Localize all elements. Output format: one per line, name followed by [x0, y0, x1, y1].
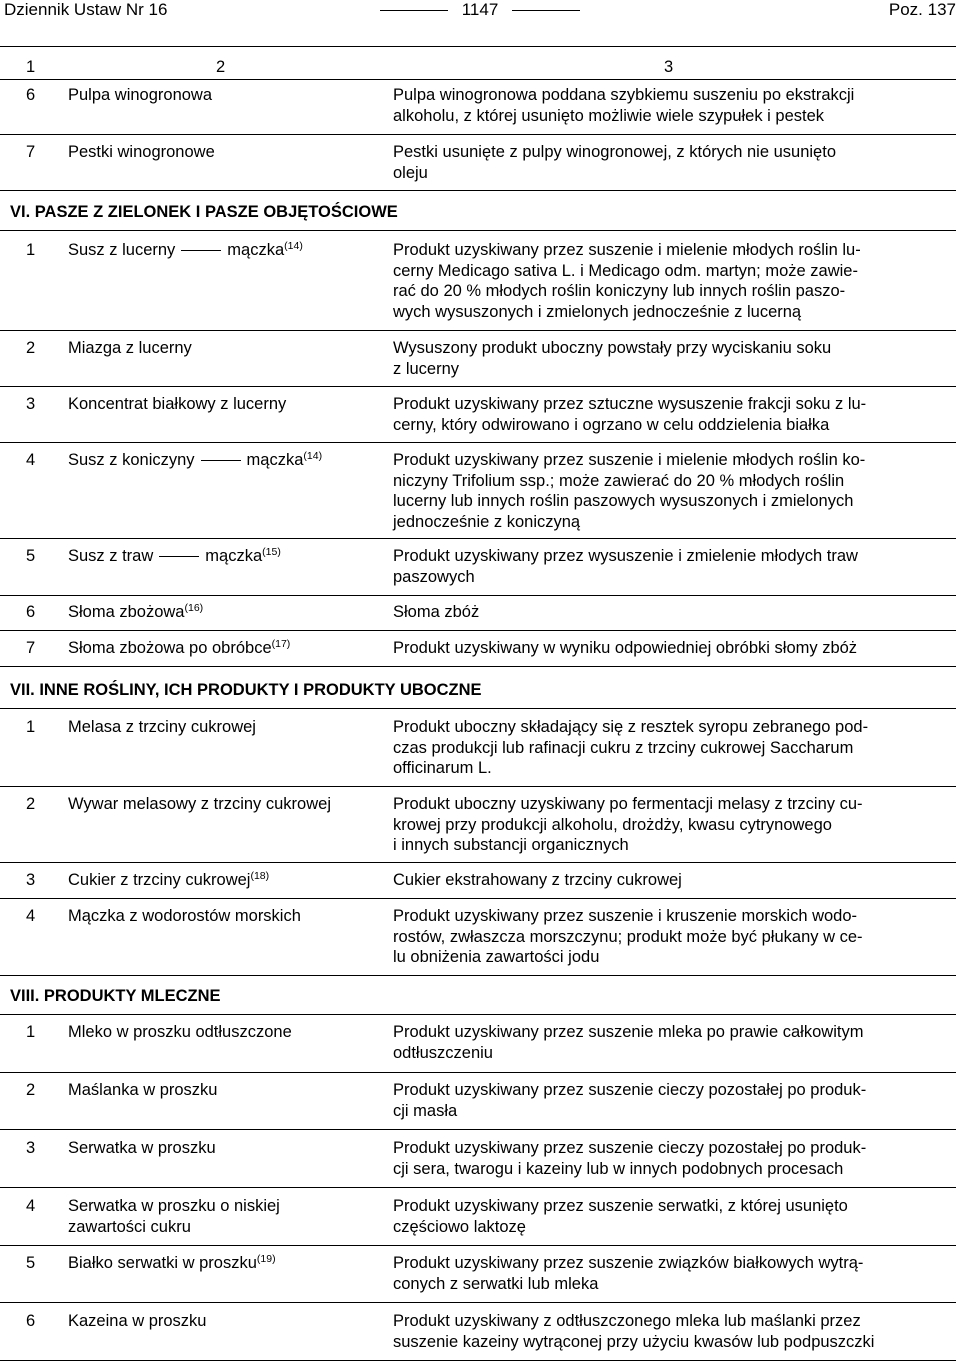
row-number: 6 [26, 86, 36, 104]
row-rule [0, 1187, 956, 1188]
feed-description: Produkt uzyskiwany z odtłuszczonego mleka lub maślanki przez suszenie kazeiny wytrąconej przy użyciu kwasów lub podpuszczki [393, 1312, 875, 1351]
row-number: 1 [26, 241, 36, 259]
feed-name: Susz z traw mączka$^{(15)}$ [68, 546, 281, 565]
feed-description: Produkt uzyskiwany przez suszenie i mielenie młodych roślin ko- niczyny Trifolium ssp.; może zawierać do 20 % młodych roślin lucerny lub innych roślin paszowych wysuszonych i zmielonych jednocześnie z koniczyną [393, 451, 866, 531]
row-rule [0, 862, 956, 863]
journal-title: Dziennik Ustaw Nr 16 [4, 0, 168, 19]
feed-description: Produkt uboczny uzyskiwany po fermentacji melasy z trzciny cu- krowej przy produkcji alkoholu, drożdży, kwasu cytrynowego i innych substancji organicznych [393, 795, 863, 854]
row-rule [0, 975, 956, 976]
page-header [0, 0, 960, 22]
row-rule [0, 442, 956, 443]
row-rule [0, 538, 956, 539]
feed-name: Cukier z trzciny cukrowej$^{(18)}$ [68, 870, 270, 889]
feed-name: Pulpa winogronowa [68, 86, 213, 104]
feed-description: Produkt uzyskiwany przez suszenie cieczy pozostałej po produk- cji masła [393, 1081, 867, 1120]
feed-description: Produkt uzyskiwany w wyniku odpowiedniej obróbki słomy zbóż [393, 639, 858, 657]
header-dash-right [512, 10, 580, 11]
position-label: Poz. 137 [888, 0, 956, 19]
section-rule [0, 230, 956, 231]
section-title: VII. INNE ROŚLINY, ICH PRODUKTY I PRODUKTY UBOCZNE [10, 681, 482, 699]
row-rule [0, 386, 956, 387]
table-top-rule [0, 46, 956, 47]
feed-name: Pestki winogronowe [68, 143, 215, 161]
page-number: 1147 [461, 0, 499, 19]
row-rule [0, 190, 956, 191]
row-rule [0, 134, 956, 135]
row-number: 2 [26, 1081, 36, 1099]
row-rule [0, 1302, 956, 1303]
feed-description: Słoma zbóż [393, 603, 480, 621]
section-rule [0, 708, 956, 709]
feed-name: Kazeina w proszku [68, 1312, 207, 1330]
row-number: 7 [26, 639, 36, 657]
column-header-2: 2 [216, 58, 226, 76]
feed-description: Produkt uzyskiwany przez suszenie mleka po prawie całkowitym odtłuszczeniu [393, 1023, 864, 1062]
row-number: 2 [26, 339, 36, 357]
feed-name: Koncentrat białkowy z lucerny [68, 395, 287, 413]
feed-description: Produkt uzyskiwany przez suszenie serwatki, z której usunięto częściowo laktozę [393, 1197, 848, 1236]
row-number: 1 [26, 1023, 36, 1041]
section-title: VI. PASZE Z ZIELONEK I PASZE OBJĘTOŚCIOWE [10, 203, 398, 221]
row-rule [0, 786, 956, 787]
row-number: 2 [26, 795, 36, 813]
row-rule [0, 595, 956, 596]
row-number: 3 [26, 871, 36, 889]
feed-description: Wysuszony produkt uboczny powstały przy wyciskaniu soku z lucerny [393, 339, 832, 378]
row-number: 4 [26, 1197, 36, 1215]
feed-name: Maślanka w proszku [68, 1081, 218, 1099]
row-number: 1 [26, 718, 36, 736]
row-rule [0, 1245, 956, 1246]
header-rule [0, 79, 956, 80]
feed-name: Mączka z wodorostów morskich [68, 907, 301, 925]
row-rule [0, 330, 956, 331]
feed-description: Produkt uzyskiwany przez suszenie i kruszenie morskich wodo- rostów, zwłaszcza morszczynu; produkt może być płukany w ce- lu obniżenia zawartości jodu [393, 907, 863, 966]
row-rule [0, 1072, 956, 1073]
feed-name: Białko serwatki w proszku$^{(19)}$ [68, 1253, 276, 1272]
column-header-3: 3 [664, 58, 674, 76]
feed-name: Wywar melasowy z trzciny cukrowej [68, 795, 331, 813]
feed-description: Pulpa winogronowa poddana szybkiemu suszeniu po ekstrakcji alkoholu, z której usunięto możliwie wiele szypułek i pestek [393, 86, 855, 125]
feed-description: Produkt uzyskiwany przez wysuszenie i zmielenie młodych traw paszowych [393, 547, 858, 586]
feed-description: Pestki usunięte z pulpy winogronowej, z których nie usunięto oleju [393, 143, 836, 182]
page-number-block [0, 0, 960, 20]
feed-description: Cukier ekstrahowany z trzciny cukrowej [393, 871, 682, 889]
row-number: 3 [26, 395, 36, 413]
feed-description: Produkt uzyskiwany przez suszenie związków białkowych wytrą- conych z serwatki lub mleka [393, 1254, 864, 1293]
feed-name: Słoma zbożowa po obróbce$^{(17)}$ [68, 638, 291, 657]
row-number: 4 [26, 907, 36, 925]
row-number: 6 [26, 1312, 36, 1330]
feed-name: Serwatka w proszku [68, 1139, 216, 1157]
column-header-1: 1 [26, 58, 36, 76]
row-number: 4 [26, 451, 36, 469]
feed-description: Produkt uzyskiwany przez suszenie cieczy pozostałej po produk- cji sera, twarogu i kazeiny lub w innych podobnych procesach [393, 1139, 867, 1178]
feed-name: Melasa z trzciny cukrowej [68, 718, 256, 736]
section-rule [0, 1014, 956, 1015]
feed-name: Mleko w proszku odtłuszczone [68, 1023, 292, 1041]
feed-name: Susz z koniczyny mączka$^{(14)}$ [68, 450, 323, 469]
feed-description: Produkt uzyskiwany przez sztuczne wysuszenie frakcji soku z lu- cerny, który odwirowano i ogrzano w celu oddzielenia białka [393, 395, 867, 434]
row-number: 3 [26, 1139, 36, 1157]
table-bottom-rule [0, 1360, 956, 1361]
row-number: 7 [26, 143, 36, 161]
row-number: 5 [26, 1254, 36, 1272]
section-title: VIII. PRODUKTY MLECZNE [10, 987, 221, 1005]
header-dash-left [380, 10, 448, 11]
row-number: 6 [26, 603, 36, 621]
row-rule [0, 898, 956, 899]
row-rule [0, 666, 956, 667]
feed-name: Susz z lucerny mączka$^{(14)}$ [68, 240, 303, 259]
feed-name: Słoma zbożowa$^{(16)}$ [68, 602, 204, 621]
feed-name: Serwatka w proszku o niskiej zawartości cukru [68, 1197, 280, 1236]
feed-description: Produkt uzyskiwany przez suszenie i mielenie młodych roślin lu- cerny Medicago sativa L. i Medicago odm. martyn; może zawie- rać do 20 % młodych roślin koniczyny lub innych roślin paszo- wych wysuszonych i zmielonych jednocześnie z lucerną [393, 241, 861, 321]
row-rule [0, 630, 956, 631]
feed-name: Miazga z lucerny [68, 339, 192, 357]
row-rule [0, 1129, 956, 1130]
row-number: 5 [26, 547, 36, 565]
feed-description: Produkt uboczny składający się z resztek syropu zebranego pod- czas produkcji lub rafinacji cukru z trzciny cukrowej Saccharum officinarum L. [393, 718, 869, 777]
